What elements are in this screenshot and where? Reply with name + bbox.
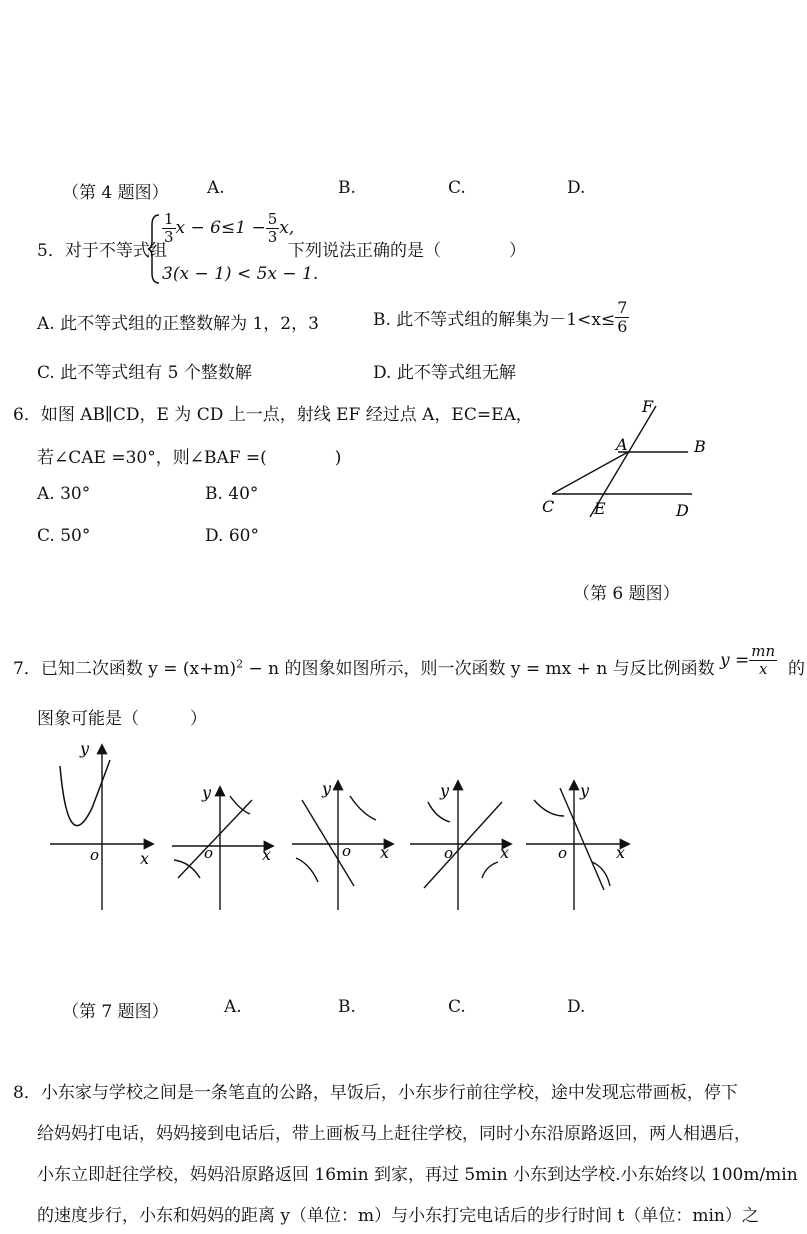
graph-b-origin: o xyxy=(342,842,352,860)
q7-line-1: 7．已知二次函数 $y = (x+m)^2 - n$ 的图象如图所示，则一次函数 y = mx + n 与反比例函数 xyxy=(13,657,715,679)
q7-figures xyxy=(40,738,640,920)
graph-c-x-label: x xyxy=(500,843,510,862)
q6-option-d: D. 60° xyxy=(205,526,259,546)
graph-b xyxy=(292,779,392,910)
q7-option-a: A. xyxy=(224,997,242,1017)
graph-b-y-label: y xyxy=(322,779,332,798)
q7-option-b: B. xyxy=(338,997,356,1017)
q5-stem-prefix: 对于不等式组 xyxy=(64,241,167,261)
q6-line-2: 若∠CAE =30°，则∠BAF =( ) xyxy=(37,448,342,468)
q5-number: 5． xyxy=(37,241,65,261)
label-d: D xyxy=(676,501,689,520)
q6-caption: （第 6 题图） xyxy=(573,584,680,604)
graph-a-y-label: y xyxy=(202,783,212,802)
q7-line-1-end: 的 xyxy=(788,659,805,679)
parabola-x-label: x xyxy=(140,849,150,868)
q4-option-c: C. xyxy=(448,178,466,198)
q8-line-3: 小东立即赶往学校，妈妈沿原路返回 16min 到家，再过 5min 小东到达学校.小东始终以 100m/min xyxy=(37,1165,798,1185)
q4-option-d: D. xyxy=(567,178,586,198)
graph-c-y-label: y xyxy=(440,781,450,800)
q5-inequality-2: 3(x − 1) < 5x − 1. xyxy=(162,264,319,284)
q5-option-c: C. 此不等式组有 5 个整数解 xyxy=(37,363,252,383)
q6-option-a: A. 30° xyxy=(37,484,91,504)
graph-b-x-label: x xyxy=(380,843,390,862)
q5-stem-suffix: 下列说法正确的是（ ） xyxy=(288,241,526,261)
q7-option-c: C. xyxy=(448,997,466,1017)
label-a: A xyxy=(616,435,628,454)
q5-inequality-1: $\frac{1}{3}$ x − 6≤1 − $\frac{5}{3}$ x, xyxy=(164,210,295,246)
q4-option-a: A. xyxy=(207,178,225,198)
label-e: E xyxy=(594,499,606,518)
graph-d-y-label: y xyxy=(580,781,590,800)
q6-option-c: C. 50° xyxy=(37,526,91,546)
q5-option-a: A. 此不等式组的正整数解为 1，2，3 xyxy=(37,314,319,334)
graph-d-x-label: x xyxy=(616,843,626,862)
q7-caption: （第 7 题图） xyxy=(62,1002,169,1022)
q7-option-d: D. xyxy=(567,997,586,1017)
q6-figure xyxy=(530,392,730,527)
q6-option-b: B. 40° xyxy=(205,484,259,504)
graph-a-origin: o xyxy=(204,844,214,862)
q7-fraction: y = $\frac{mn}{x}$ xyxy=(720,642,776,678)
q8-line-2: 给妈妈打电话，妈妈接到电话后，带上画板马上赶往学校，同时小东沿原路返回，两人相遇后， xyxy=(37,1124,751,1144)
label-c: C xyxy=(542,497,555,516)
label-b: B xyxy=(694,437,706,456)
q6-line-1: 6．如图 AB∥CD，E 为 CD 上一点，射线 EF 经过点 A，EC=EA， xyxy=(13,405,533,425)
graph-d-origin: o xyxy=(558,844,568,862)
q8-line-1: 8．小东家与学校之间是一条笔直的公路，早饭后，小东步行前往学校，途中发现忘带画板，停下 xyxy=(13,1083,738,1103)
q5-option-b: B. 此不等式组的解集为－1<x≤ $\frac{7}{6}$ xyxy=(373,298,628,336)
graph-a xyxy=(172,783,272,910)
parabola-graph xyxy=(50,739,152,910)
parabola-y-label: y xyxy=(80,739,90,758)
label-f: F xyxy=(642,397,654,416)
q7-line-2: 图象可能是（ ） xyxy=(37,709,207,729)
q4-option-b: B. xyxy=(338,178,356,198)
q5-brace xyxy=(147,213,161,285)
graph-a-x-label: x xyxy=(262,845,272,864)
q8-line-4: 的速度步行，小东和妈妈的距离 y（单位：m）与小东打完电话后的步行时间 t（单位：min）之 xyxy=(37,1206,759,1226)
graph-d xyxy=(526,781,628,910)
graph-c-origin: o xyxy=(444,844,454,862)
q5-option-d: D. 此不等式组无解 xyxy=(373,363,516,383)
q4-caption: （第 4 题图） xyxy=(62,183,169,203)
parabola-origin: o xyxy=(90,846,100,864)
graph-c xyxy=(410,781,510,910)
